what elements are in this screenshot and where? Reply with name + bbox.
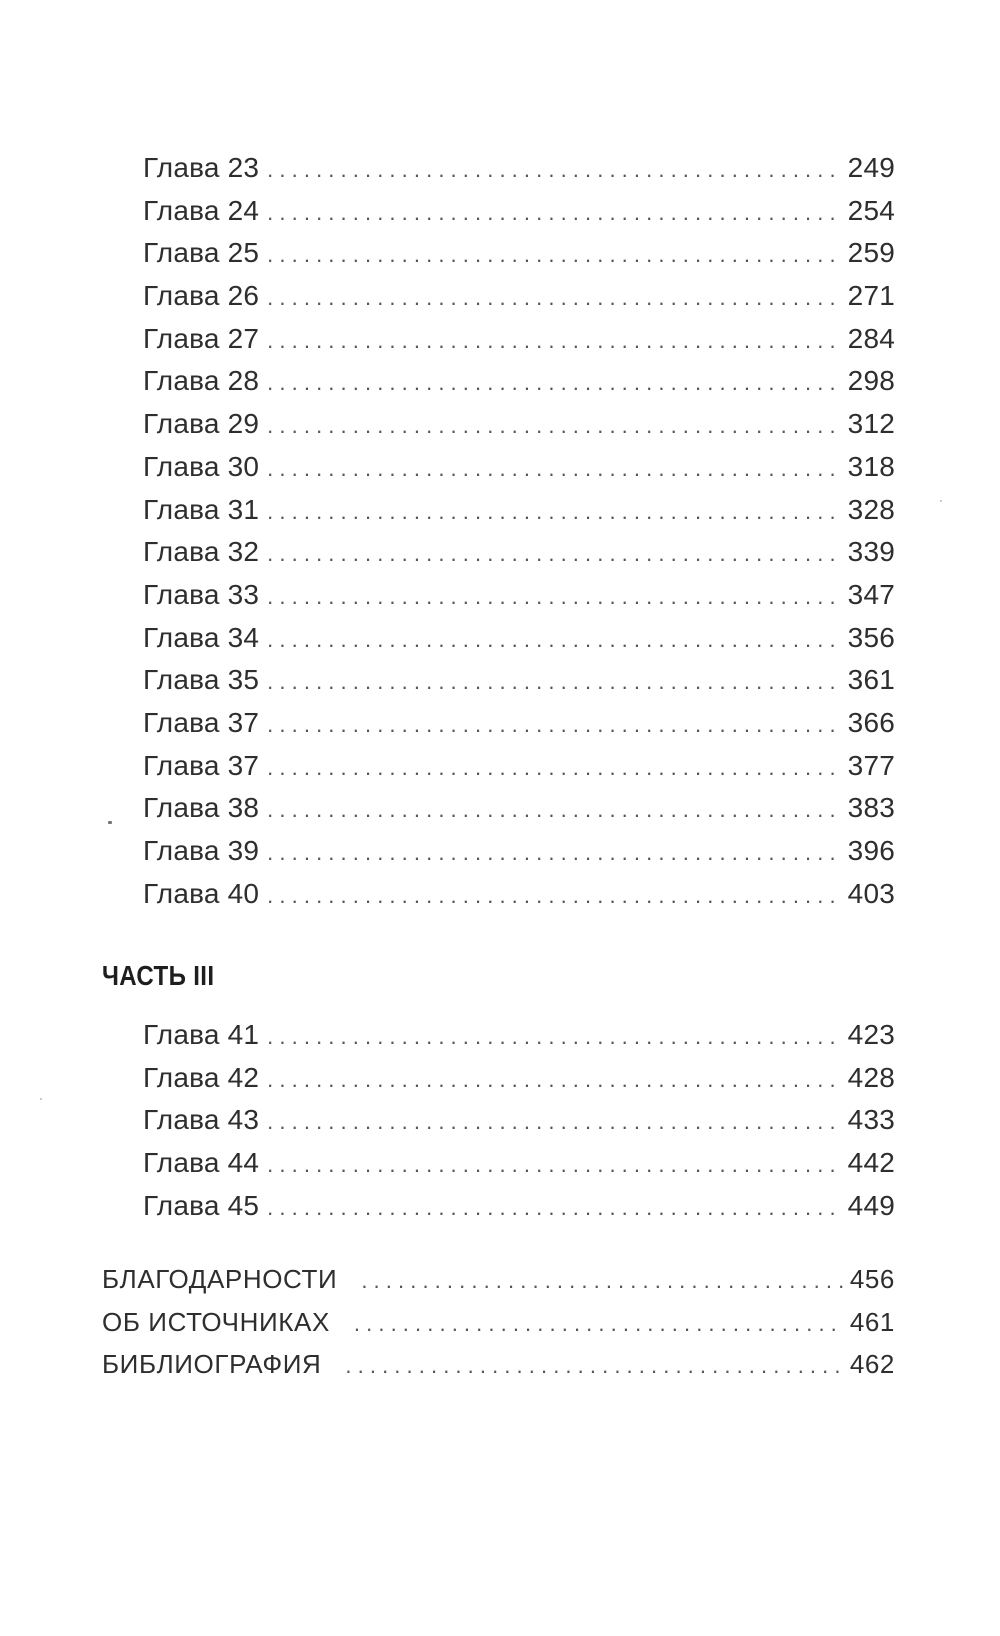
dot-leader (267, 501, 842, 523)
toc-entry-page: 312 (847, 408, 895, 440)
toc-entry-label: Глава 44 (143, 1147, 260, 1179)
toc-entry-page: 428 (847, 1061, 895, 1093)
toc-entry (143, 835, 895, 878)
toc-entry (143, 792, 895, 835)
toc-entry (143, 878, 895, 921)
part-heading: ЧАСТЬ III (102, 960, 215, 991)
toc-entry-page: 449 (847, 1189, 895, 1221)
dot-leader (267, 757, 842, 779)
toc-entry-label: Глава 34 (143, 621, 260, 653)
toc-entry (143, 365, 895, 408)
dot-leader (267, 330, 842, 352)
dot-leader (267, 1026, 842, 1048)
toc-entry-page: 377 (847, 749, 895, 781)
dot-leader (267, 842, 842, 864)
toc-part3-list (143, 1019, 895, 1232)
dot-leader (267, 244, 842, 266)
toc-entry-label: Глава 28 (143, 365, 260, 397)
toc-entry-page: 284 (847, 322, 895, 354)
toc-entry (143, 1019, 895, 1062)
toc-entry (102, 1349, 895, 1392)
dot-leader (345, 1355, 843, 1377)
toc-entry-page: 249 (847, 152, 895, 183)
toc-entry-page: 339 (847, 536, 895, 568)
stray-ink-mark (108, 821, 112, 824)
toc-entry-page: 461 (849, 1306, 895, 1337)
toc-entry (143, 451, 895, 494)
toc-entry (143, 280, 895, 323)
toc-entry-label: Глава 26 (143, 280, 260, 312)
toc-entry-label: Глава 25 (143, 237, 260, 269)
dot-leader (267, 287, 842, 309)
toc-entry-page: 456 (849, 1264, 895, 1294)
dot-leader (267, 1111, 842, 1133)
toc-entry-page: 366 (847, 706, 895, 738)
toc-entry (143, 1062, 895, 1105)
toc-entry-label: Глава 31 (143, 493, 260, 525)
toc-entry-label: Глава 32 (143, 536, 260, 568)
dot-leader (267, 543, 842, 565)
toc-entry (143, 707, 895, 750)
toc-chapter-list (143, 152, 895, 920)
toc-entry-page: 383 (847, 792, 895, 824)
toc-entry (143, 579, 895, 622)
toc-entry-label: Глава 45 (143, 1189, 260, 1221)
toc-entry-label: Глава 37 (143, 749, 260, 781)
toc-entry (143, 323, 895, 366)
toc-entry-page: 423 (847, 1019, 895, 1050)
toc-entry-label: Глава 43 (143, 1104, 260, 1136)
toc-entry-page: 271 (847, 280, 895, 312)
toc-entry (143, 237, 895, 280)
toc-entry-label: Глава 27 (143, 322, 260, 354)
dot-leader (267, 1197, 842, 1219)
toc-entry-label: Глава 40 (143, 877, 260, 909)
toc-entry-label: БИБЛИОГРАФИЯ (102, 1349, 322, 1380)
dot-leader (267, 1154, 842, 1176)
toc-entry (143, 494, 895, 537)
dot-leader (267, 202, 842, 224)
toc-entry-page: 356 (847, 621, 895, 653)
toc-entry (143, 622, 895, 665)
toc-entry (143, 1190, 895, 1233)
paper-speck (40, 1098, 42, 1100)
toc-entry-page: 442 (847, 1147, 895, 1179)
dot-leader (267, 586, 842, 608)
toc-entry (143, 152, 895, 195)
toc-entry (143, 1147, 895, 1190)
toc-entry-page: 318 (847, 450, 895, 482)
dot-leader (354, 1313, 844, 1335)
toc-entry-page: 328 (847, 493, 895, 525)
toc-entry (143, 536, 895, 579)
toc-entry-label: ОБ ИСТОЧНИКАХ (102, 1306, 330, 1337)
toc-entry-page: 347 (847, 578, 895, 610)
dot-leader (267, 415, 842, 437)
toc-entry-label: Глава 24 (143, 194, 260, 226)
dot-leader (267, 629, 842, 651)
toc-entry (143, 750, 895, 793)
toc-entry-label: Глава 35 (143, 664, 260, 696)
toc-entry-label: Глава 41 (143, 1019, 260, 1050)
toc-entry-label: Глава 33 (143, 578, 260, 610)
toc-entry (143, 408, 895, 451)
toc-entry-label: Глава 42 (143, 1061, 260, 1093)
toc-entry (143, 195, 895, 238)
dot-leader (361, 1270, 843, 1292)
dot-leader (267, 671, 842, 693)
toc-entry (102, 1307, 895, 1350)
toc-entry-label: Глава 38 (143, 792, 260, 824)
toc-entry-page: 361 (847, 664, 895, 696)
toc-entry (143, 1104, 895, 1147)
toc-entry-label: Глава 39 (143, 835, 260, 866)
toc-entry-page: 254 (847, 194, 895, 226)
dot-leader (267, 799, 842, 821)
toc-entry-page: 259 (847, 237, 895, 269)
dot-leader (267, 1069, 842, 1091)
toc-entry-label: Глава 29 (143, 408, 260, 440)
paper-speck (940, 500, 942, 502)
toc-entry-page: 298 (847, 365, 895, 397)
toc-entry (143, 664, 895, 707)
dot-leader (267, 885, 842, 907)
dot-leader (267, 458, 842, 480)
dot-leader (267, 159, 842, 181)
dot-leader (267, 714, 842, 736)
toc-entry-page: 462 (849, 1349, 895, 1380)
toc-entry-page: 396 (847, 835, 895, 866)
toc-entry-page: 433 (847, 1104, 895, 1136)
toc-entry-label: Глава 23 (143, 152, 260, 183)
dot-leader (267, 372, 842, 394)
toc-entry (102, 1264, 895, 1307)
toc-back-matter-list (102, 1264, 895, 1392)
toc-entry-label: Глава 30 (143, 450, 260, 482)
toc-entry-page: 403 (847, 877, 895, 909)
toc-entry-label: Глава 37 (143, 706, 260, 738)
toc-entry-label: БЛАГОДАРНОСТИ (102, 1264, 338, 1294)
